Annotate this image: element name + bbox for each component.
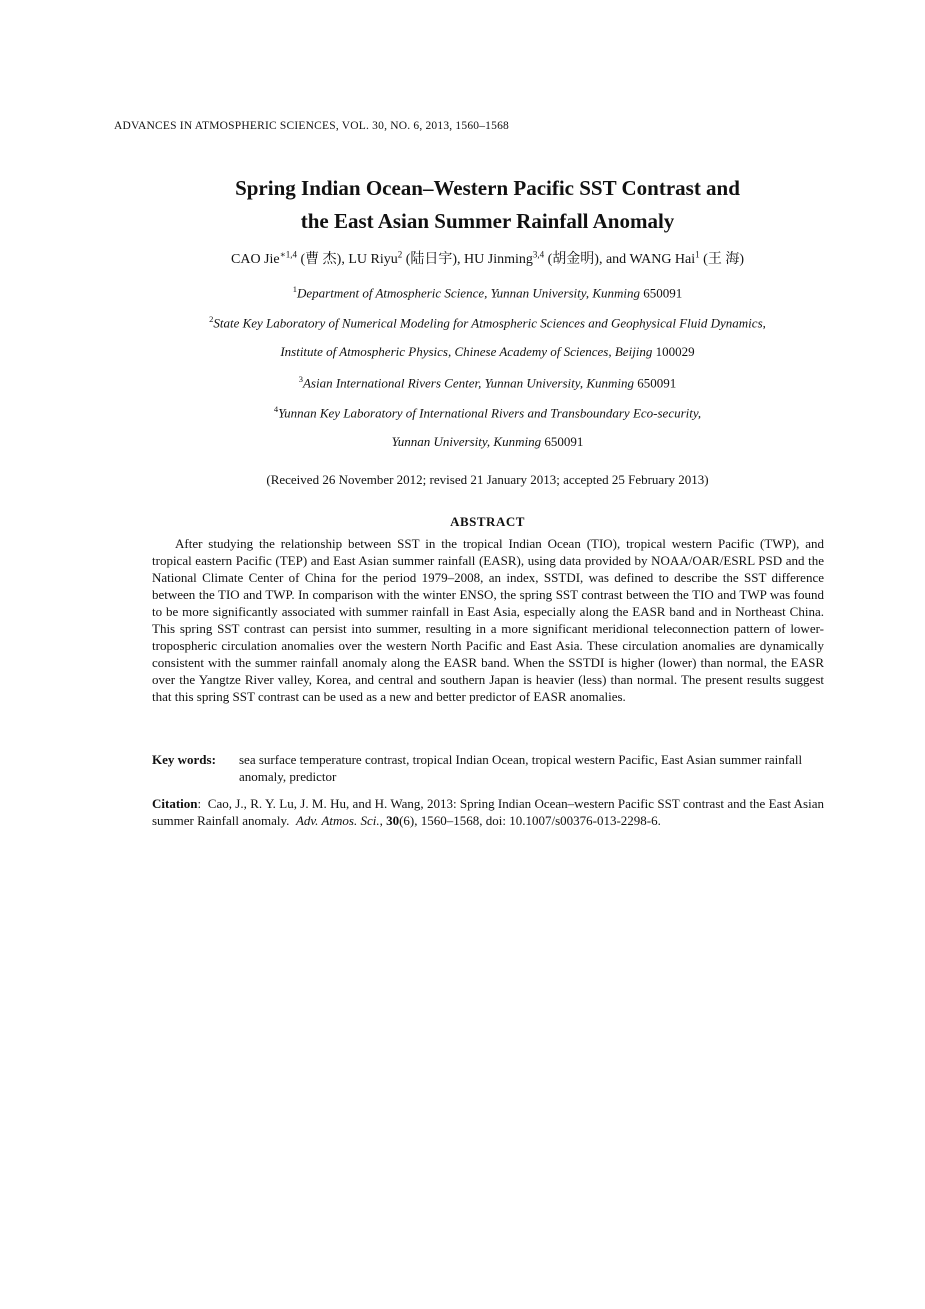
- received-dates: (Received 26 November 2012; revised 21 January 2013; accepted 25 February 2013): [266, 472, 709, 487]
- affiliation-2-cont: Institute of Atmospheric Physics, Chinese Academy of Sciences, Beijing 100029: [280, 344, 695, 359]
- citation-volume: 30: [386, 813, 400, 828]
- affiliation-4-cont: Yunnan University, Kunming 650091: [391, 434, 584, 449]
- citation-label: Citation: [152, 796, 198, 811]
- author: WANG Hai$^1$ (王 海): [629, 249, 744, 267]
- author-list: CAO Jie$^{∗1,4}$ (曹 杰), LU Riyu$^2$ (陆日宇), HU Jinming$^{3,4}$ (胡金明), and WANG Hai$^1$ (王 海): [231, 249, 744, 267]
- running-head: ADVANCES IN ATMOSPHERIC SCIENCES, VOL. 30, NO. 6, 2013, 1560–1568: [114, 120, 509, 132]
- affiliation-1: $^1$Department of Atmospheric Science, Yunnan University, Kunming 650091: [292, 284, 683, 301]
- keywords-text: sea surface temperature contrast, tropical Indian Ocean, tropical western Pacific, East Asian summer rainfall anomaly, predictor: [239, 752, 803, 784]
- title-line-1: Spring Indian Ocean–Western Pacific SST Contrast and: [235, 176, 740, 200]
- paper-title: [100, 172, 875, 238]
- author: HU Jinming$^{3,4}$ (胡金明): [464, 249, 599, 267]
- author: CAO Jie$^{∗1,4}$ (曹 杰): [231, 249, 342, 267]
- citation: Citation: Cao, J., R. Y. Lu, J. M. Hu, and H. Wang, 2013: Spring Indian Ocean–western Pacific SST contrast and the East Asian summer Rainfall anomaly. Adv. Atmos. Sci., 30(6), 1560–1568, doi: 10.1007/s00376-013-2298-6.: [152, 796, 824, 828]
- author: LU Riyu$^2$ (陆日宇): [348, 249, 458, 267]
- keywords: [152, 751, 824, 785]
- abstract-heading: ABSTRACT: [450, 514, 525, 529]
- affiliation-3: $^3$Asian International Rivers Center, Yunnan University, Kunming 650091: [298, 374, 677, 391]
- title-line-2: the East Asian Summer Rainfall Anomaly: [300, 209, 675, 233]
- abstract-body: After studying the relationship between SST in the tropical Indian Ocean (TIO), tropical western Pacific (TWP), and tropical eastern Pacific (TEP) and East Asian summer rainfall (EASR), using data provided by NOAA/OAR/ESRL PSD and the National Climate Center of China for the period 1979–2008, an index, SSTDI, was defined to describe the SST difference between the TIO and TWP. In comparison with the winter ENSO, the spring SST contrast between the TIO and TWP was found to be more significantly associated with summer rainfall in East Asia, especially along the EASR band and in Northeast China. This spring SST contrast can persist into summer, resulting in a more significant meridional teleconnection pattern of lower-tropospheric circulation anomalies over the western North Pacific and East Asia. These circulation anomalies are dynamically consistent with the summer rainfall anomaly along the EASR band. When the SSTDI is higher (lower) than normal, the EASR over the Yangtze River valley, Korea, and central and southern Japan is heavier (less) than normal. The present results suggest that this spring SST contrast can be used as a new and better predictor of EASR anomalies.: [152, 536, 824, 704]
- keywords-label: Key words:: [152, 752, 216, 767]
- affiliation-2: $^2$State Key Laboratory of Numerical Modeling for Atmospheric Sciences and Geophysical Fluid Dynamics,: [209, 314, 766, 331]
- affiliation-4: $^4$Yunnan Key Laboratory of International Rivers and Transboundary Eco-security,: [273, 404, 702, 421]
- citation-journal: Adv. Atmos. Sci.: [295, 813, 380, 828]
